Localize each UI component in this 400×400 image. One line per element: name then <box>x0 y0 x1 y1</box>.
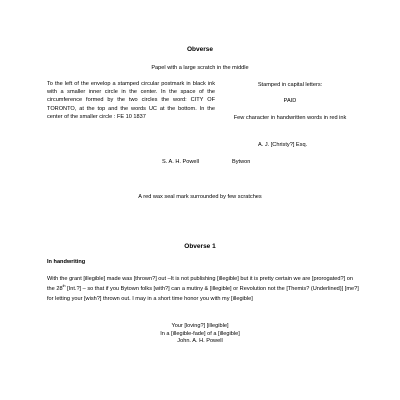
paragraph-part1: With the grant [illegible] made was [thrown?] out –It is not publishing [illegible] but it is pretty certain we are [prorogated?] on the 28 <box>47 276 353 292</box>
paragraph-part2: [Int.?] – so that if you Bytown folks [with?] can a mutiny & [illegible] or Revolution not the [Themis? (Underlined)] [me?] for letting your [wish?] thrown out. I may in a short time honor you with my [illegible] <box>47 286 359 302</box>
closing-line-2: In a [illegible-fade] of a [illegible] <box>160 330 240 337</box>
obverse1-subheading: In handwriting <box>47 259 86 265</box>
closing-block <box>0 323 400 346</box>
postmark-description: To the left of the envelop a stamped circular postmark in black ink with a smaller inner circle in the center. In the space of the circumference formed by the two circles the word: CITY OF TORONTO, at the top and the words UC at the bottom. In the center of the smaller circle : FE 10 1837 <box>47 81 215 120</box>
handwritten-note: Few character in handwritten words in red ink <box>233 115 347 121</box>
paragraph-sup: th <box>62 284 66 289</box>
closing-line-1: Your [loving?] [illegible] <box>171 323 229 329</box>
sender-name: S. A. H. Powell <box>162 159 199 165</box>
stamp-label: Stamped in capital letters: <box>257 82 323 88</box>
sender-place: Bytwon <box>232 159 251 165</box>
stamp-value: PAID <box>283 98 297 104</box>
closing-line-3: John. A. H. Powell <box>177 338 223 344</box>
addressee: A. J. [Christy?] Esq. <box>258 142 308 148</box>
obverse-heading: Obverse <box>186 46 214 53</box>
handwriting-transcription <box>47 274 359 304</box>
obverse1-heading: Obverse 1 <box>184 243 216 250</box>
paper-note: Papel with a large scratch in the middle <box>151 65 249 71</box>
seal-note: A red wax seal mark surrounded by few scratches <box>138 194 262 200</box>
